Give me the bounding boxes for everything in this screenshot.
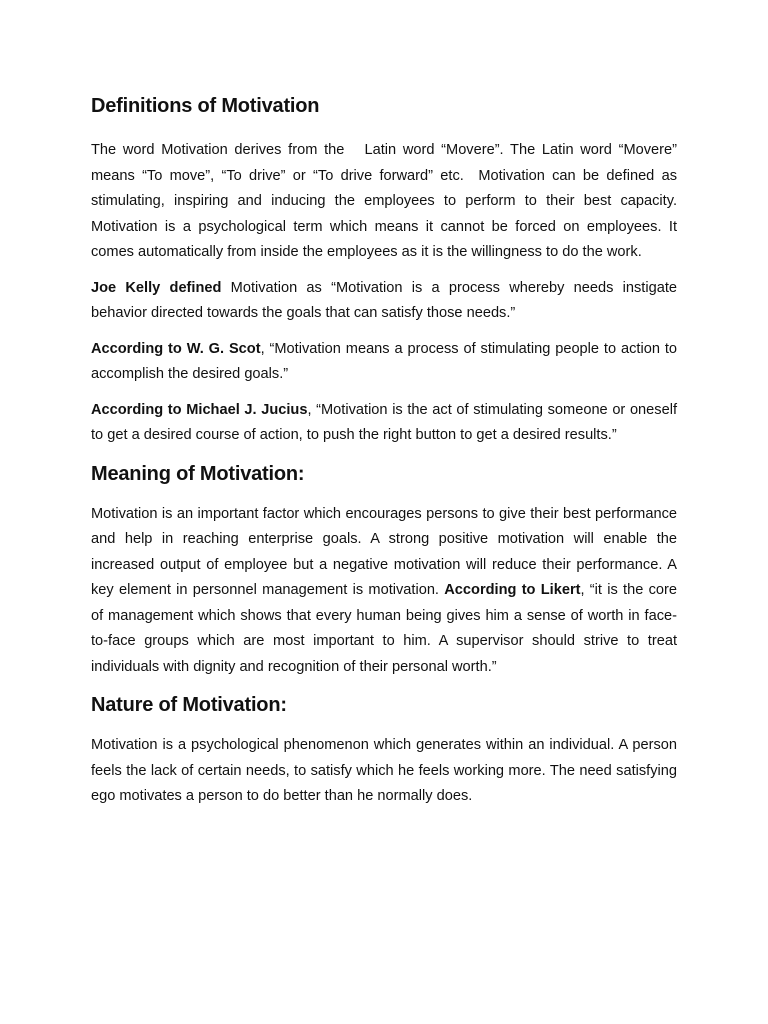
section-heading-meaning: Meaning of Motivation: — [91, 462, 305, 485]
paragraph-jucius — [91, 398, 677, 449]
paragraph-text: , “it is the core of management which shows that every human being gives him a sense of worth in face-to-face groups which are most important to him. A supervisor should strive to treat individuals with dignity and recognition of their personal worth.” — [91, 582, 677, 675]
paragraph-lead: Joe Kelly defined — [91, 279, 222, 296]
paragraph-text: , “Motivation is the act of stimulating someone or oneself to get a desired course of action, to push the right button to get a desired results.” — [91, 401, 678, 443]
paragraph-meaning — [91, 502, 677, 681]
paragraph-lead: According to Michael J. Jucius — [91, 401, 308, 418]
paragraph-inline-bold: According to Likert — [444, 582, 581, 598]
section-heading-nature: Nature of Motivation: — [91, 694, 287, 716]
paragraph-word-origin — [91, 138, 677, 266]
paragraph-joe-kelly — [91, 276, 677, 327]
paragraph-text: , “Motivation means a process of stimulating people to action to accomplish the desired goals.” — [91, 340, 677, 382]
paragraph-lead: According to W. G. Scot — [91, 340, 261, 357]
document-page — [91, 92, 677, 820]
paragraph-nature — [91, 733, 677, 810]
paragraph-text: The word Motivation derives from the Latin word “Movere”. The Latin word “Movere” means “To move”, “To drive” or “To drive forward” etc. Motivation can be defined as stimulating, inspiring and inducing the employees to perform to their best capacity. Motivation is a psychological term which means it cannot be forced on employees. It comes automatically from inside the employees as it is the willingness to do the work. — [91, 142, 677, 260]
section-heading-definitions: Definitions of Motivation — [91, 95, 320, 117]
paragraph-text: Motivation is an important factor which encourages persons to give their best performance and help in reaching enterprise goals. A strong positive motivation will enable the increased output of employee but a negative motivation will reduce their performance. A key element in personnel management is motivation. — [91, 505, 677, 598]
paragraph-text: Motivation as “Motivation is a process whereby needs instigate behavior directed towards the goals that can satisfy those needs.” — [91, 279, 677, 321]
paragraph-text: Motivation is a psychological phenomenon which generates within an individual. A person feels the lack of certain needs, to satisfy which he feels working more. The need satisfying ego motivates a person to do better than he normally does. — [91, 737, 677, 804]
paragraph-scot — [91, 337, 677, 388]
